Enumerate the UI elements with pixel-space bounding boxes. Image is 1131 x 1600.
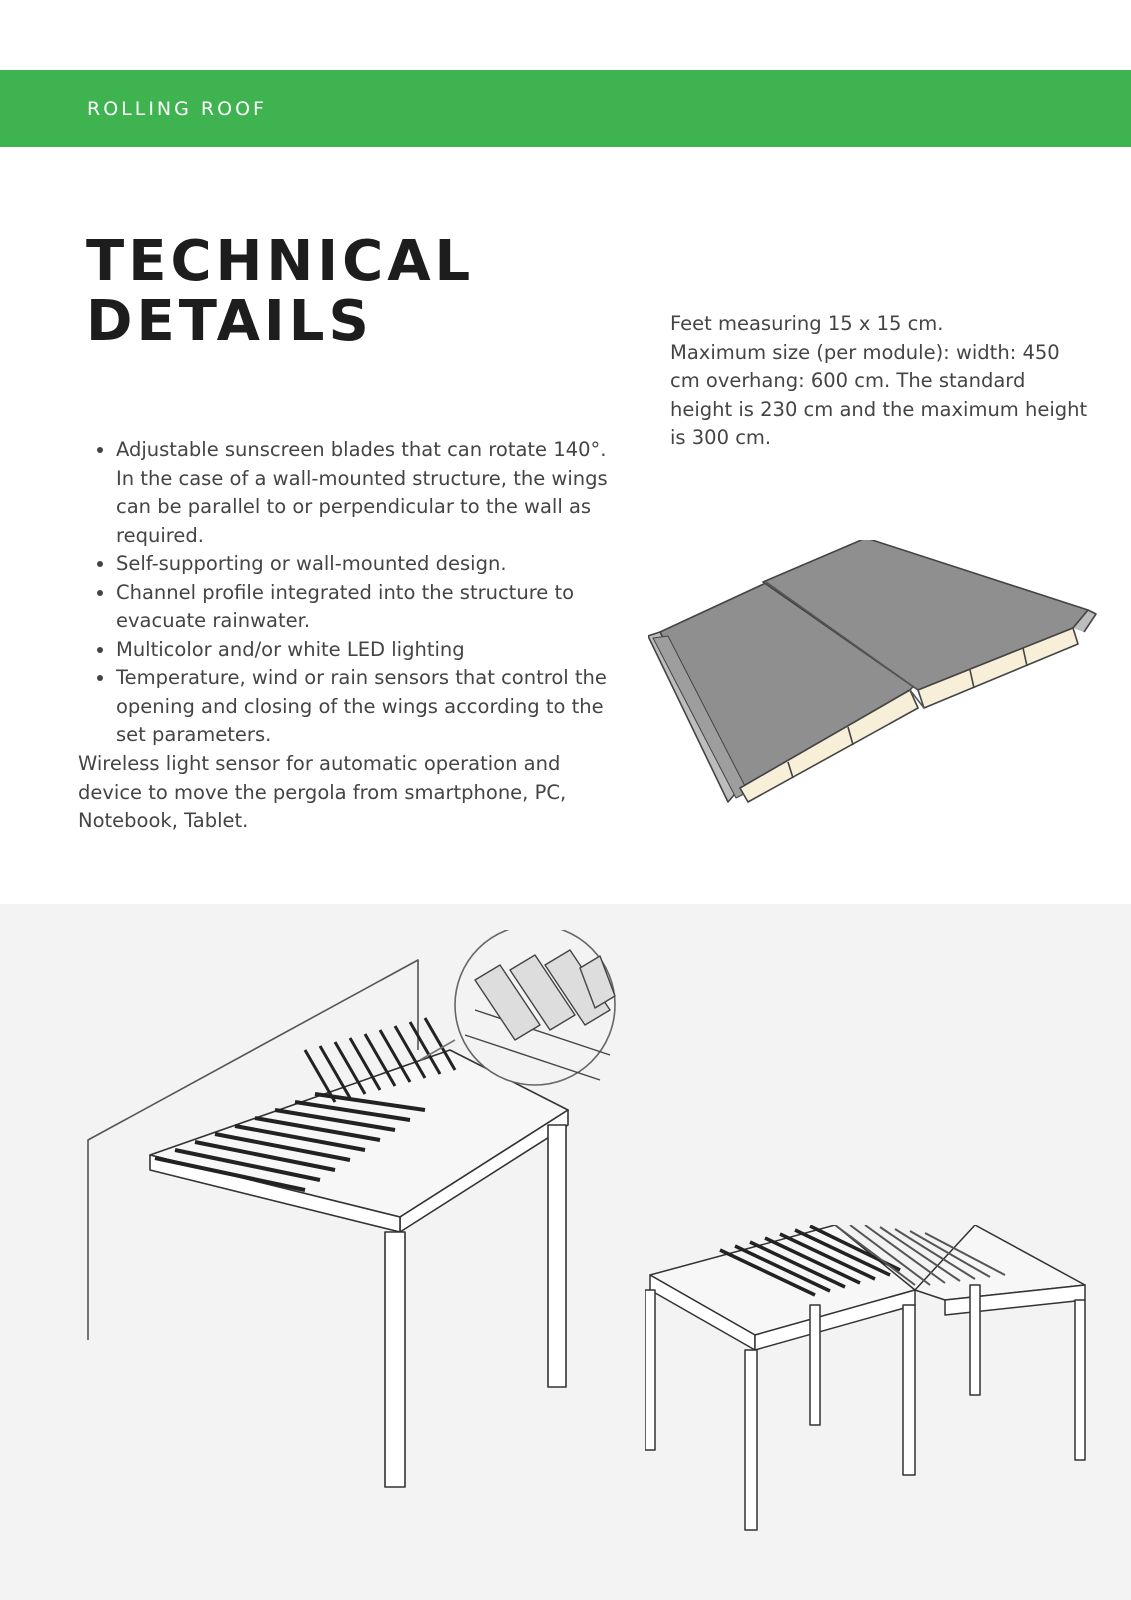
title-line-1: TECHNICAL	[86, 229, 475, 294]
wall-mounted-pergola-illustration	[80, 930, 640, 1500]
list-item: • Self-supporting or wall-mounted design.	[116, 550, 616, 579]
feet-spec: Feet measuring 15 x 15 cm.	[670, 312, 944, 335]
title-line-2: DETAILS	[86, 289, 373, 354]
specs-block	[670, 310, 1090, 453]
list-item: • Multicolor and/or white LED lighting	[116, 636, 616, 665]
blade-profile-illustration	[648, 540, 1108, 820]
feature-list	[78, 436, 616, 750]
size-spec: Maximum size (per module): width: 450 cm overhang: 600 cm. The standard height is 230 cm and the maximum height is 300 cm.	[670, 340, 1088, 449]
wireless-note: Wireless light sensor for automatic operation and device to move the pergola from smartphone, PC, Notebook, Tablet.	[78, 752, 567, 832]
list-item: • Temperature, wind or rain sensors that control the opening and closing of the wings according to the set parameters.	[116, 664, 616, 750]
list-item: • Channel profile integrated into the structure to evacuate rainwater.	[116, 579, 616, 636]
header-banner	[0, 70, 1131, 147]
page-title	[86, 229, 475, 354]
double-module-pergola-illustration	[645, 1225, 1105, 1545]
list-item: • Adjustable sunscreen blades that can rotate 140°. In the case of a wall-mounted structure, the wings can be parallel to or perpendicular to the wall as required.	[116, 436, 616, 550]
section-label: ROLLING ROOF	[87, 98, 267, 120]
